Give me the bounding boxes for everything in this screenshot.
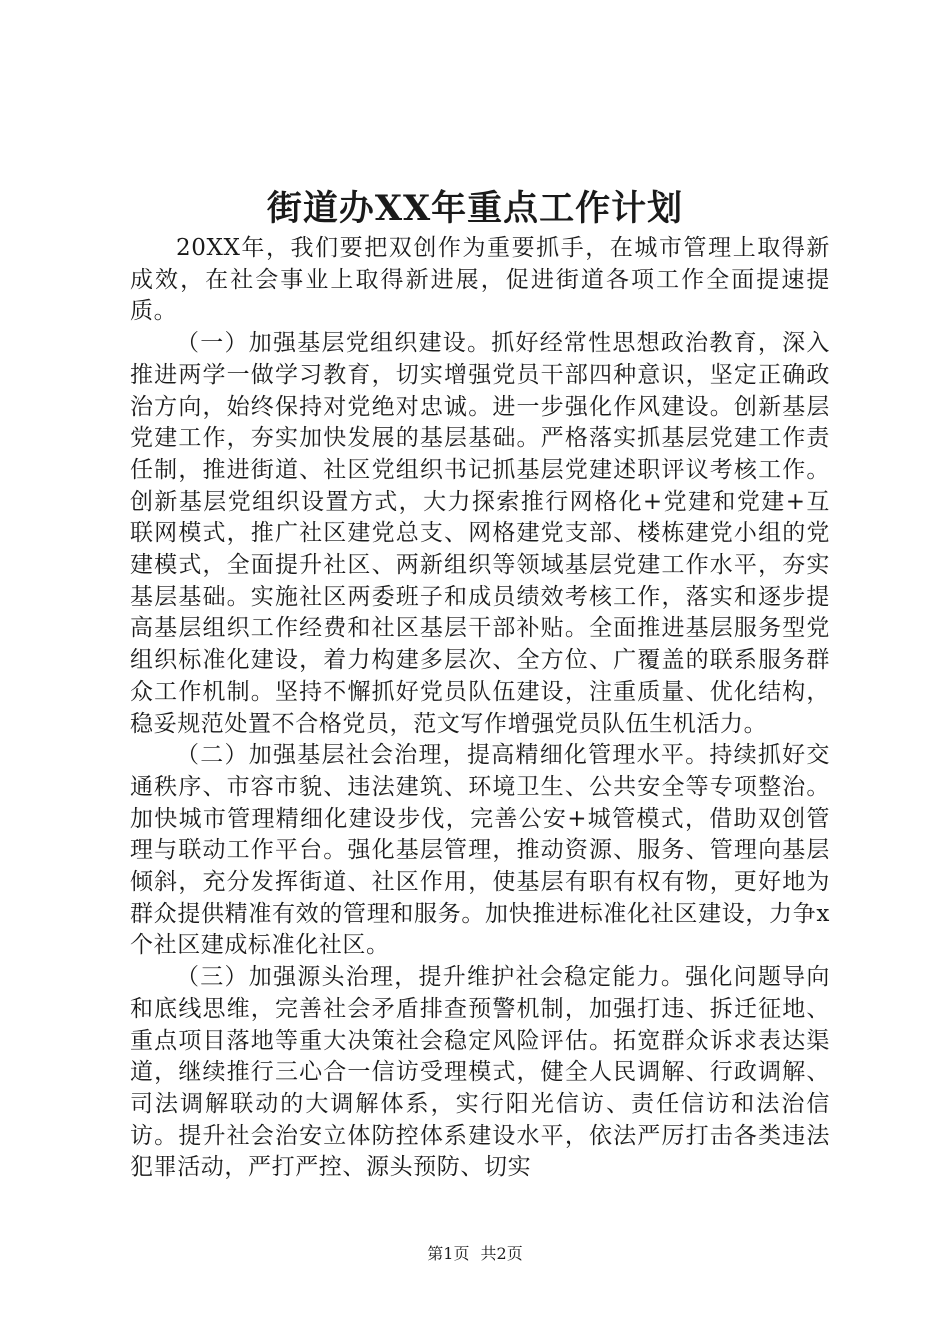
paragraph-intro: 20XX年，我们要把双创作为重要抓手，在城市管理上取得新成效，在社会事业上取得新进展，促进街道各项工作全面提速提质。 — [130, 235, 830, 325]
page-number: 第1页 — [427, 1244, 470, 1263]
page-footer — [0, 1244, 950, 1264]
paragraph-section-3: （三）加强源头治理，提升维护社会稳定能力。强化问题导向和底线思维，完善社会矛盾排查预警机制，加强打违、拆迁征地、重点项目落地等重大决策社会稳定风险评估。拓宽群众诉求表达渠道，继续推行三心合一信访受理模式，健全人民调解、行政调解、司法调解联动的大调解体系，实行阳光信访、责任信访和法治信访。提升社会治安立体防控体系建设水平，依法严厉打击各类违法犯罪活动，严打严控、源头预防、切实 — [130, 964, 830, 1181]
paragraph-section-1: （一）加强基层党组织建设。抓好经常性思想政治教育，深入推进两学一做学习教育，切实增强党员干部四种意识，坚定正确政治方向，始终保持对党绝对忠诚。进一步强化作风建设。创新基层党建工作，夯实加快发展的基层基础。严格落实抓基层党建工作责任制，推进街道、社区党组织书记抓基层党建述职评议考核工作。创新基层党组织设置方式，大力探索推行网格化+党建和党建+互联网模式，推广社区建党总支、网格建党支部、楼栋建党小组的党建模式，全面提升社区、两新组织等领域基层党建工作水平，夯实基层基础。实施社区两委班子和成员绩效考核工作，落实和逐步提高基层组织工作经费和社区基层干部补贴。全面推进基层服务型党组织标准化建设，着力构建多层次、全方位、广覆盖的联系服务群众工作机制。坚持不懈抓好党员队伍建设，注重质量、优化结构，稳妥规范处置不合格党员，范文写作增强党员队伍生机活力。 — [130, 330, 830, 737]
document-body — [130, 233, 830, 1184]
document-title: 街道办XX年重点工作计划 — [266, 188, 684, 229]
page-total: 共2页 — [480, 1244, 523, 1263]
paragraph-section-2: （二）加强基层社会治理，提高精细化管理水平。持续抓好交通秩序、市容市貌、违法建筑、环境卫生、公共安全等专项整治。加快城市管理精细化建设步伐，完善公安+城管模式，借助双创管理与联动工作平台。强化基层管理，推动资源、服务、管理向基层倾斜，充分发挥街道、社区作用，使基层有职有权有物，更好地为群众提供精准有效的管理和服务。加快推进标准化社区建设，力争x个社区建成标准化社区。 — [130, 742, 830, 959]
